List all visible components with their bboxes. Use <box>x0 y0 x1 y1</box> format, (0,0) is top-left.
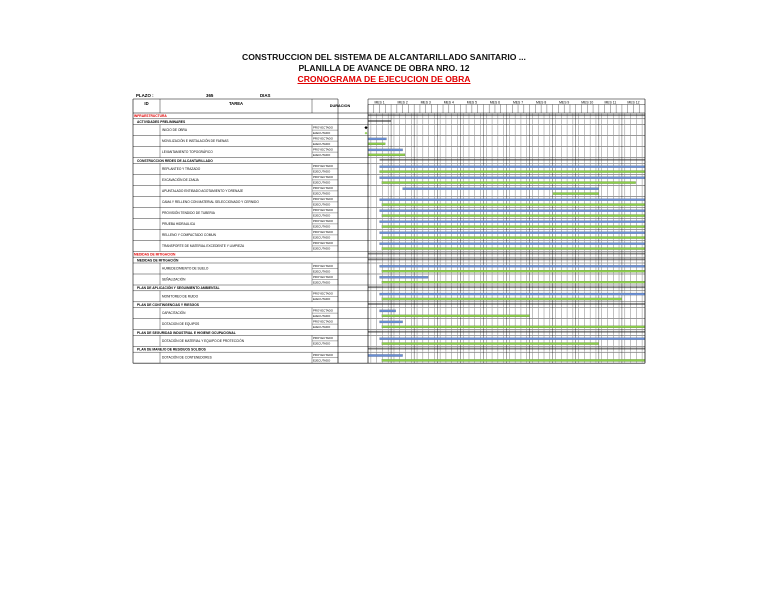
proyectado-bar <box>380 293 645 295</box>
task-name: MOVILIZACIÓN E INSTALACIÓN DE FAENAS <box>162 139 229 144</box>
ejecutado-bar <box>382 326 645 328</box>
proyectado-bar <box>380 166 645 168</box>
task-name: MONITOREO DE RUIDO <box>162 294 199 299</box>
row-label-ejecutado: EJECUTADO <box>313 152 331 157</box>
ejecutado-bar <box>382 359 645 361</box>
task-name: REPLANTEO Y TRAZADO <box>162 166 201 171</box>
row-label-proyectado: PROYECTADO <box>313 219 334 224</box>
task-name: RELLENO Y COMPACTADO COMUN <box>162 232 216 237</box>
ejecutado-bar <box>382 237 645 239</box>
milestone-diamond-executed <box>365 132 368 135</box>
row-label-ejecutado: EJECUTADO <box>313 297 331 302</box>
proyectado-bar <box>380 177 645 179</box>
row-label-proyectado: PROYECTADO <box>313 308 334 313</box>
proyectado-bar <box>368 138 386 140</box>
ejecutado-bar <box>382 248 645 250</box>
row-label-proyectado: PROYECTADO <box>313 125 334 130</box>
milestone-diamond <box>364 126 367 129</box>
row-label-ejecutado: EJECUTADO <box>313 224 331 229</box>
ejecutado-bar <box>382 298 622 300</box>
ejecutado-bar <box>382 270 645 272</box>
ejecutado-bar <box>382 215 645 217</box>
header-duracion: DURACION <box>329 104 351 108</box>
summary-bar <box>380 159 645 161</box>
month-header-6: MES 6 <box>489 100 501 105</box>
header-tarea: TAREA <box>228 101 244 106</box>
month-header-3: MES 3 <box>420 100 431 105</box>
ejecutado-bar <box>382 315 530 317</box>
proyectado-bar <box>380 232 645 234</box>
task-name: HUMEDECIMIENTO DE SUELO <box>162 266 209 271</box>
proyectado-bar <box>380 310 396 312</box>
plazo-unit: DIAS <box>260 93 271 98</box>
group-label: PLAN DE APLICACIÓN Y SEGUIMIENTO AMBIENTAL <box>137 286 220 291</box>
row-label-proyectado: PROYECTADO <box>313 208 334 213</box>
ejecutado-bar <box>382 182 636 184</box>
row-label-ejecutado: EJECUTADO <box>313 130 331 135</box>
proyectado-bar <box>380 265 645 267</box>
row-label-ejecutado: EJECUTADO <box>313 141 331 146</box>
ejecutado-bar <box>382 281 645 283</box>
month-header-9: MES 9 <box>559 100 570 105</box>
row-label-ejecutado: EJECUTADO <box>313 280 331 285</box>
row-label-ejecutado: EJECUTADO <box>313 358 331 363</box>
proyectado-bar <box>380 199 645 201</box>
proyectado-bar <box>368 354 403 356</box>
task-name: PROVISIÓN TENDIDO DE TUBERIA <box>162 210 215 215</box>
task-name: CAMA Y RELLENO CON MATERIAL SELECCIONADO Y CERNIDO <box>162 199 259 204</box>
report-title: PLANILLA DE AVANCE DE OBRA NRO. 12 <box>298 63 470 73</box>
group-label: CONSTRUCCION REDES DE ALCANTARILLADO <box>137 158 213 163</box>
task-name: CAPACITACIÓN <box>162 311 186 316</box>
row-label-ejecutado: EJECUTADO <box>313 202 331 207</box>
row-label-ejecutado: EJECUTADO <box>313 341 331 346</box>
row-label-proyectado: PROYECTADO <box>313 319 334 324</box>
group-label: PLAN DE MANEJO DE RESIDUOS SOLIDOS <box>137 347 206 352</box>
row-label-proyectado: PROYECTADO <box>313 291 334 296</box>
proyectado-bar <box>380 321 403 323</box>
row-label-ejecutado: EJECUTADO <box>313 213 331 218</box>
month-header-8: MES 8 <box>536 100 547 105</box>
task-name: SEÑALIZACIÓN <box>162 277 186 282</box>
ejecutado-bar <box>368 143 385 145</box>
row-label-proyectado: PROYECTADO <box>313 241 334 246</box>
month-header-1: MES 1 <box>374 100 385 105</box>
ejecutado-bar <box>382 204 645 206</box>
proyectado-bar <box>380 243 645 245</box>
ejecutado-bar <box>553 193 599 195</box>
proyectado-bar <box>380 276 428 278</box>
month-header-4: MES 4 <box>443 100 454 105</box>
group-label: PLAN DE CONTINGENCIAS Y RIESGOS <box>137 303 199 307</box>
section-label: MEDIDAS DE MITIGACION <box>134 252 176 257</box>
schedule-title: CRONOGRAMA DE EJECUCION DE OBRA <box>297 74 471 84</box>
ejecutado-bar <box>382 226 645 228</box>
task-name: APUNTALADO ENTIBADO AGOTAMIENTO Y DRENAJE <box>162 188 244 193</box>
row-label-ejecutado: EJECUTADO <box>313 269 331 274</box>
row-label-proyectado: PROYECTADO <box>313 353 334 357</box>
task-name: PRUEBA HIDRAULICA <box>162 221 196 226</box>
task-name: DOTACIÓN DE CONTENEDORES <box>162 355 212 360</box>
proyectado-bar <box>380 210 645 212</box>
row-label-proyectado: PROYECTADO <box>313 197 334 202</box>
row-label-ejecutado: EJECUTADO <box>313 246 331 251</box>
row-label-proyectado: PROYECTADO <box>313 263 334 268</box>
group-label: MEDIDAS DE MITIGACIÓN <box>137 258 179 263</box>
task-name: EXCAVACIÓN DE ZANJA <box>162 177 199 182</box>
month-header-7: MES 7 <box>512 100 524 105</box>
row-label-ejecutado: EJECUTADO <box>313 324 331 329</box>
row-label-proyectado: PROYECTADO <box>313 274 334 279</box>
plazo-value: 365 <box>206 93 214 98</box>
row-label-proyectado: PROYECTADO <box>313 164 334 169</box>
row-label-proyectado: PROYECTADO <box>313 230 334 235</box>
group-label: PLAN DE SEGURIDAD INDUSTRIAL E HIGIENE OCUPACIONAL <box>137 330 236 335</box>
task-name: TRANSPORTE DE MATERIAL EXCEDENTE Y LIMPIEZA <box>162 243 245 248</box>
project-title: CONSTRUCCION DEL SISTEMA DE ALCANTARILLADO SANITARIO ... <box>242 52 526 62</box>
row-label-proyectado: PROYECTADO <box>313 175 334 180</box>
section-label: INFRAESTRUCTURA <box>134 114 167 119</box>
row-label-proyectado: PROYECTADO <box>313 136 334 141</box>
ejecutado-bar <box>382 343 599 345</box>
task-name: DOTACIÓN DE MATERIAL Y EQUIPO DE PROTECCIÓN <box>162 338 244 343</box>
row-label-ejecutado: EJECUTADO <box>313 313 331 318</box>
proyectado-bar <box>368 149 403 151</box>
task-name: LEVANTAMIENTO TOPOGRÁFICO <box>162 150 213 155</box>
row-label-proyectado: PROYECTADO <box>313 186 334 191</box>
month-header-10: MES 10 <box>581 100 594 105</box>
ejecutado-bar <box>368 154 405 156</box>
month-header-2: MES 2 <box>397 100 408 105</box>
task-name: DOTACION DE EQUIPOS <box>162 322 200 327</box>
ejecutado-bar <box>380 171 645 173</box>
proyectado-bar <box>403 188 599 190</box>
plazo-label: PLAZO : <box>136 93 154 98</box>
row-label-ejecutado: EJECUTADO <box>313 169 331 174</box>
row-label-proyectado: PROYECTADO <box>313 147 334 152</box>
row-label-ejecutado: EJECUTADO <box>313 235 331 240</box>
summary-bar <box>368 120 391 122</box>
row-label-ejecutado: EJECUTADO <box>313 191 331 196</box>
month-header-12: MES 12 <box>627 100 640 105</box>
group-label: ACTIVIDADES PRELIMINARES <box>137 120 186 124</box>
task-name: INICIO DE OBRA <box>162 128 187 133</box>
header-id: ID <box>144 101 149 106</box>
month-header-5: MES 5 <box>466 100 477 105</box>
proyectado-bar <box>380 338 645 340</box>
month-header-11: MES 11 <box>604 100 617 105</box>
row-label-proyectado: PROYECTADO <box>313 336 334 341</box>
row-label-ejecutado: EJECUTADO <box>313 180 331 185</box>
proyectado-bar <box>380 221 645 223</box>
